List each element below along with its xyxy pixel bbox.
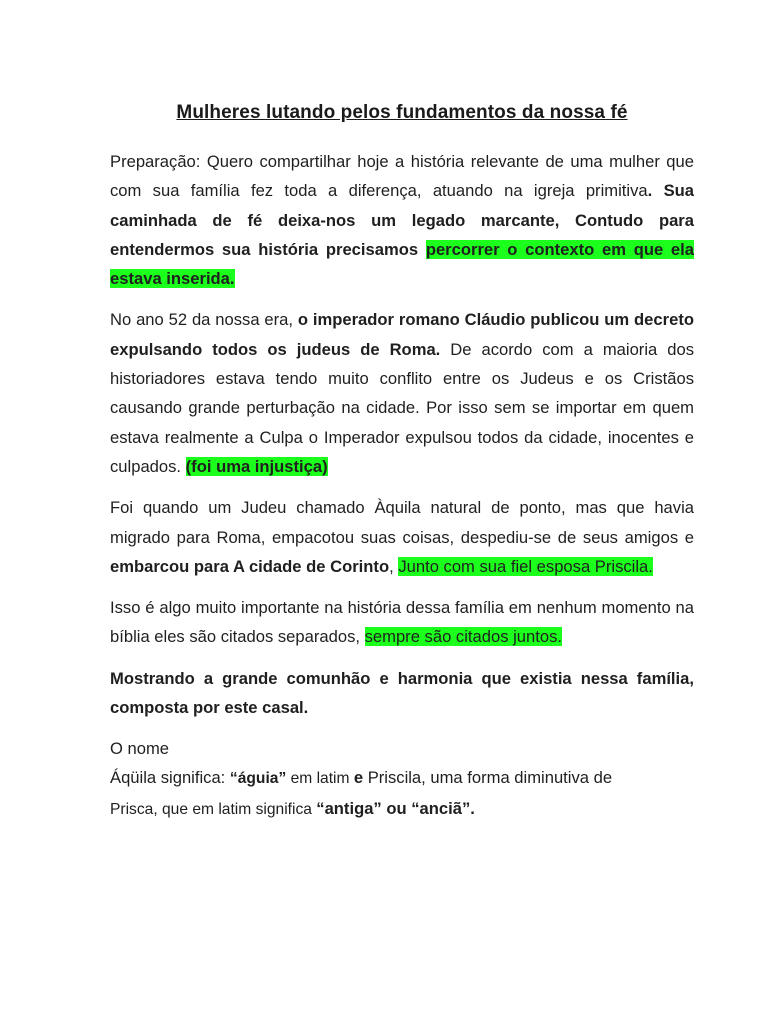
paragraph-preparacao [110,147,694,293]
p3-highlight: Junto com sua fiel esposa Priscila. [398,556,653,576]
paragraph-familia [110,593,694,652]
p1-bold-dot: . [647,181,653,201]
p6-bold-e: e [353,768,364,788]
p4-highlight: sempre são citados juntos. [364,627,562,647]
p1-bold-text: Sua caminhada de fé deixa-nos um legado marcante, Contudo para entendermos sua história precisamos [110,181,694,259]
page-title: Mulheres lutando pelos fundamentos da nossa fé [176,102,628,123]
paragraph-nome [110,763,694,824]
p6-bold-aguia: “águia” [229,770,287,788]
p4-text: Isso é algo muito importante na história dessa família em nenhum momento na bíblia eles são citados separados, [110,598,694,647]
p2-bold-text: o imperador romano Cláudio publicou um decreto expulsando todos os judeus de Roma. [110,310,694,359]
p1-text: Preparação: Quero compartilhar hoje a história relevante de uma mulher que com sua família fez toda a diferença, atuando na igreja primitiva [110,152,694,201]
p2-highlight: (foi uma injustiça) [185,456,328,476]
document-page [110,98,694,824]
p6-text-4: Prisca, que em latim significa [110,800,317,818]
p6-text-2: em latim [286,770,354,788]
p3-text-2: , [389,556,399,576]
p6-text-1: Áqüila significa: [110,768,230,788]
p2-text-1: No ano 52 da nossa era, [110,310,298,330]
paragraph-decreto [110,305,694,481]
p1-highlight: percorrer o contexto em que ela estava inserida. [110,239,694,289]
paragraph-comunhao [110,664,694,723]
p6-text-3: Priscila, uma forma diminutiva de [363,768,613,788]
p5-bold-text: Mostrando a grande comunhão e harmonia que existia nessa família, composta por este casal. [110,668,694,718]
p6-bold-antiga: “antiga” ou “anciã”. [316,798,475,818]
p2-text-2: De acordo com a maioria dos historiadores estava tendo muito conflito entre os Judeus e os Cristãos causando grande perturbação na cidade. Por isso sem se importar em quem estava realmente a Culpa o Imperador expulsou todos da cidade, inocentes e culpados. [110,339,694,476]
p3-text-1: Foi quando um Judeu chamado Àquila natural de ponto, mas que havia migrado para Roma, empacotou suas coisas, despediu-se de seus amigos e [110,498,694,547]
paragraph-aquila [110,493,694,581]
nome-heading: O nome [110,739,170,759]
p3-bold-text: embarcou para A cidade de Corinto [110,556,390,576]
